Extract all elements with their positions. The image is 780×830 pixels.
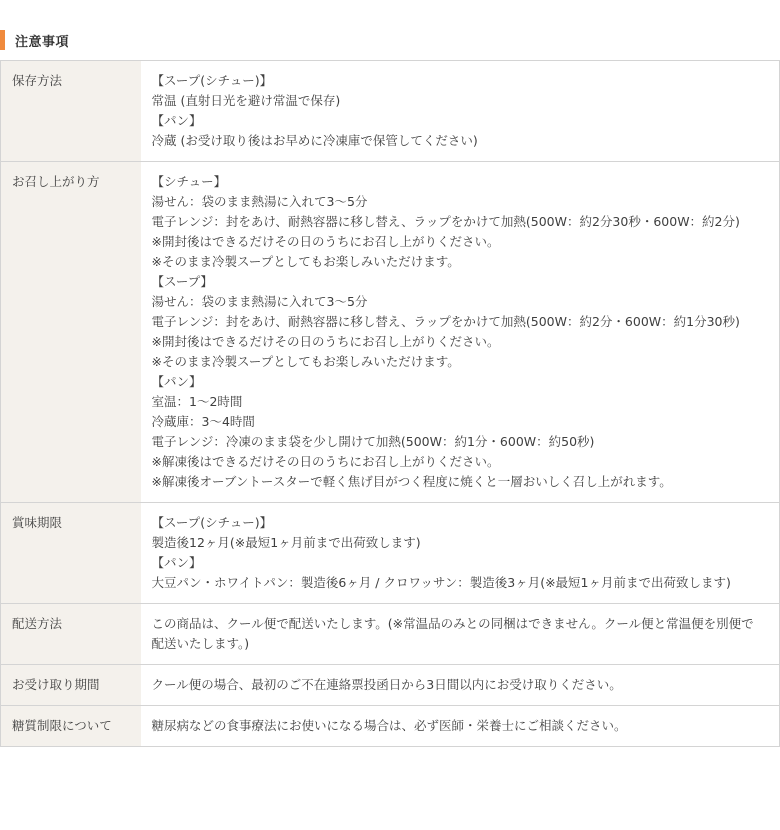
content-line: 【パン】 <box>151 555 202 570</box>
row-content <box>141 604 780 665</box>
content-line: 【パン】 <box>151 113 202 128</box>
row-content <box>141 61 780 162</box>
row-content <box>141 162 780 503</box>
table-row <box>1 604 780 665</box>
content-line: ※解凍後オーブントースターで軽く焦げ目がつく程度に焼くと一層おいしく召し上がれます。 <box>151 474 672 489</box>
table-row <box>1 162 780 503</box>
content-line: 【スープ(シチュー)】 <box>151 515 273 530</box>
notes-table <box>0 60 780 747</box>
table-row <box>1 706 780 747</box>
notes-table-body <box>1 61 780 747</box>
section-heading <box>0 30 69 50</box>
content-line: ※そのまま冷製スープとしてもお楽しみいただけます。 <box>151 254 460 269</box>
content-line: 製造後12ヶ月(※最短1ヶ月前まで出荷致します) <box>151 535 421 550</box>
row-label: 賞味期限 <box>1 503 141 604</box>
content-line: 電子レンジ：封をあけ、耐熱容器に移し替え、ラップをかけて加熱(500W：約2分・600W：約1分30秒) <box>151 314 740 329</box>
content-line: ※開封後はできるだけその日のうちにお召し上がりください。 <box>151 234 500 249</box>
content-line: 冷蔵 (お受け取り後はお早めに冷凍庫で保管してください) <box>151 133 478 148</box>
table-row <box>1 503 780 604</box>
content-line: この商品は、クール便で配送いたします。(※常温品のみとの同梱はできません。クール便と常温便を別便で配送いたします。) <box>151 616 754 651</box>
content-line: 大豆パン・ホワイトパン：製造後6ヶ月 / クロワッサン：製造後3ヶ月(※最短1ヶ月前まで出荷致します) <box>151 575 731 590</box>
content-line: 【シチュー】 <box>151 174 227 189</box>
content-line: 室温：1～2時間 <box>151 394 243 409</box>
row-label: お受け取り期間 <box>1 665 141 706</box>
row-content <box>141 665 780 706</box>
content-line: 【スープ】 <box>151 274 213 289</box>
content-line: クール便の場合、最初のご不在連絡票投函日から3日間以内にお受け取りください。 <box>151 677 622 692</box>
content-line: 冷蔵庫：3～4時間 <box>151 414 255 429</box>
content-line: 湯せん：袋のまま熱湯に入れて3～5分 <box>151 194 368 209</box>
content-line: 常温 (直射日光を避け常温で保存) <box>151 93 341 108</box>
heading-accent-bar <box>0 30 5 50</box>
content-line: ※解凍後はできるだけその日のうちにお召し上がりください。 <box>151 454 500 469</box>
row-label: 糖質制限について <box>1 706 141 747</box>
row-label: お召し上がり方 <box>1 162 141 503</box>
row-content <box>141 706 780 747</box>
table-row <box>1 61 780 162</box>
content-line: 【パン】 <box>151 374 202 389</box>
row-label: 配送方法 <box>1 604 141 665</box>
row-content <box>141 503 780 604</box>
section-title: 注意事項 <box>15 34 70 50</box>
table-row <box>1 665 780 706</box>
content-line: 【スープ(シチュー)】 <box>151 73 273 88</box>
content-line: 湯せん：袋のまま熱湯に入れて3～5分 <box>151 294 368 309</box>
row-label: 保存方法 <box>1 61 141 162</box>
content-line: 電子レンジ：冷凍のまま袋を少し開けて加熱(500W：約1分・600W：約50秒) <box>151 434 595 449</box>
content-line: 糖尿病などの食事療法にお使いになる場合は、必ず医師・栄養士にご相談ください。 <box>151 718 627 733</box>
content-line: ※開封後はできるだけその日のうちにお召し上がりください。 <box>151 334 500 349</box>
content-line: 電子レンジ：封をあけ、耐熱容器に移し替え、ラップをかけて加熱(500W：約2分30秒・600W：約2分) <box>151 214 740 229</box>
content-line: ※そのまま冷製スープとしてもお楽しみいただけます。 <box>151 354 460 369</box>
